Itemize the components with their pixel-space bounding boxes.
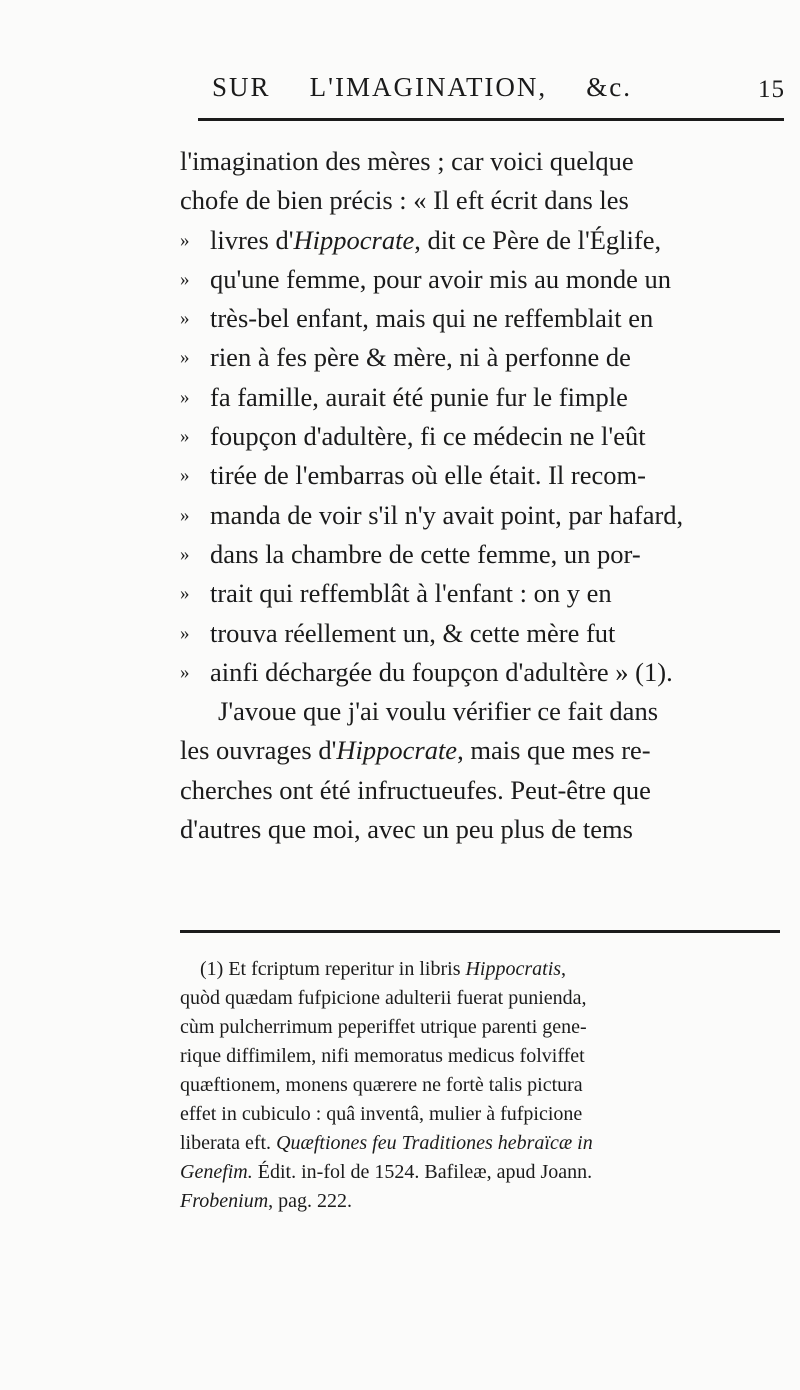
body-line: l'imagination des mères ; car voici quelque <box>180 146 634 176</box>
quoted-line: » dans la chambre de cette femme, un por- <box>180 538 641 569</box>
body-line: J'avoue que j'ai voulu vérifier ce fait dans <box>218 696 659 727</box>
page-number: 15 <box>758 76 785 103</box>
footnote-line: quæftionem, monens quærere ne fortè talis pictura <box>180 1074 583 1096</box>
footnote-rule <box>180 930 780 933</box>
running-head-mid: L'IMAGINATION, <box>309 72 548 102</box>
quoted-line: » trouva réellement un, & cette mère fut <box>180 617 616 648</box>
footnote-line: Genefim. Édit. in-fol de 1524. Bafileæ, apud Joann. <box>180 1161 593 1183</box>
quoted-line: » livres d'Hippocrate, dit ce Père de l'Églife, <box>180 221 780 260</box>
body-line: d'autres que moi, avec un peu plus de tems <box>180 814 633 845</box>
running-head <box>212 72 632 103</box>
main-text <box>180 142 780 849</box>
header-rule <box>198 118 784 121</box>
footnote <box>180 955 780 1216</box>
quoted-line: » très-bel enfant, mais qui ne reffemblait en <box>180 303 654 334</box>
quoted-line: » fa famille, aurait été punie fur le fimple <box>180 381 628 412</box>
footnote-line: effet in cubiculo : quâ inventâ, mulier à fufpicione <box>180 1103 583 1125</box>
body-line: les ouvrages d'Hippocrate, mais que mes re- <box>180 735 651 766</box>
quoted-line: » qu'une femme, pour avoir mis au monde un <box>180 263 672 294</box>
footnote-line: rique diffimilem, nifi memoratus medicus folviffet <box>180 1045 585 1067</box>
quoted-line: » trait qui reffemblât à l'enfant : on y en <box>180 578 612 609</box>
footnote-line: liberata eft. Quæftiones feu Traditiones hebraïcæ in <box>180 1132 593 1154</box>
quoted-line: » ainfi déchargée du foupçon d'adultère » (1). <box>180 656 673 687</box>
quoted-line: » tirée de l'embarras où elle était. Il recom- <box>180 460 646 491</box>
body-line: cherches ont été infructueufes. Peut-être que <box>180 774 651 805</box>
quoted-line: » manda de voir s'il n'y avait point, par hafard, <box>180 499 684 530</box>
footnote-line: (1) Et fcriptum reperitur in libris Hippocratis, <box>200 958 567 980</box>
footnote-line: Frobenium, pag. 222. <box>180 1190 353 1212</box>
running-head-right: &c. <box>586 72 632 102</box>
quoted-line: » foupçon d'adultère, fi ce médecin ne l'eût <box>180 421 646 452</box>
quote-mark: » <box>180 229 190 251</box>
quoted-line: » rien à fes père & mère, ni à perfonne de <box>180 342 631 373</box>
footnote-line: quòd quædam fufpicione adulterii fuerat punienda, <box>180 987 587 1009</box>
footnote-line: cùm pulcherrimum peperiffet utrique parenti gene- <box>180 1016 587 1038</box>
body-line: chofe de bien précis : « Il eft écrit dans les <box>180 185 629 216</box>
running-head-left: SUR <box>212 72 271 102</box>
